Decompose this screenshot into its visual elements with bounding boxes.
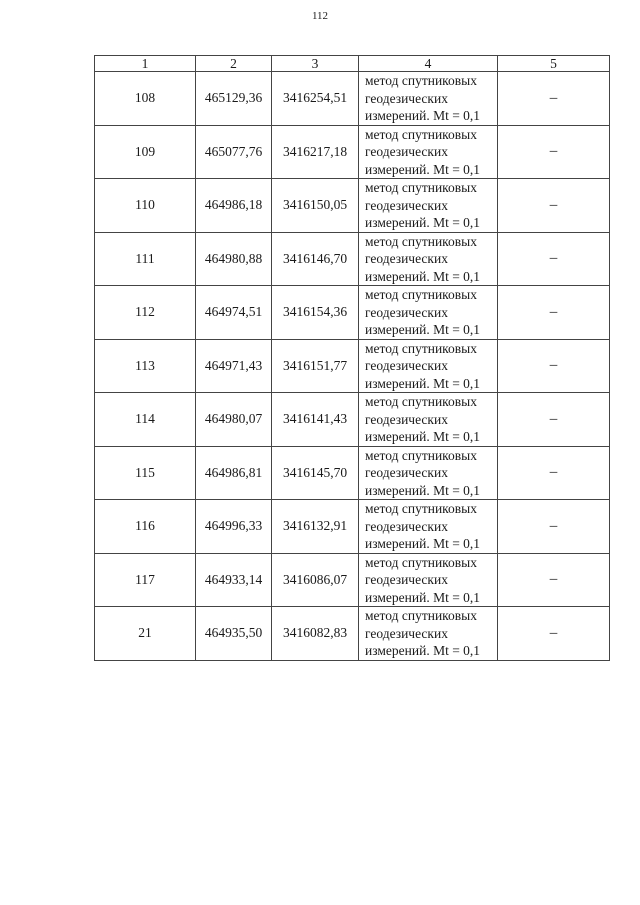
method-description: метод спутниковых геодезических измерений. Mt = 0,1 <box>359 553 498 607</box>
table-row <box>95 607 610 661</box>
header-col-5: 5 <box>498 56 610 72</box>
note-dash: – <box>498 72 610 126</box>
coord-x: 464974,51 <box>196 286 272 340</box>
coord-y: 3416141,43 <box>272 393 359 447</box>
note-dash: – <box>498 339 610 393</box>
coord-x: 464971,43 <box>196 339 272 393</box>
point-number: 114 <box>95 393 196 447</box>
header-col-2: 2 <box>196 56 272 72</box>
table-row <box>95 446 610 500</box>
table-row <box>95 286 610 340</box>
coord-x: 464933,14 <box>196 553 272 607</box>
note-dash: – <box>498 393 610 447</box>
point-number: 111 <box>95 232 196 286</box>
point-number: 21 <box>95 607 196 661</box>
coord-x: 465077,76 <box>196 125 272 179</box>
table-row <box>95 553 610 607</box>
coord-x: 464935,50 <box>196 607 272 661</box>
method-description: метод спутниковых геодезических измерений. Mt = 0,1 <box>359 393 498 447</box>
coord-x: 464980,88 <box>196 232 272 286</box>
coord-x: 464980,07 <box>196 393 272 447</box>
table-body <box>95 72 610 661</box>
coord-y: 3416146,70 <box>272 232 359 286</box>
method-description: метод спутниковых геодезических измерений. Mt = 0,1 <box>359 607 498 661</box>
table-row <box>95 393 610 447</box>
table-row <box>95 500 610 554</box>
method-description: метод спутниковых геодезических измерений. Mt = 0,1 <box>359 179 498 233</box>
point-number: 117 <box>95 553 196 607</box>
table-header <box>95 56 610 72</box>
note-dash: – <box>498 179 610 233</box>
point-number: 112 <box>95 286 196 340</box>
coord-x: 464986,18 <box>196 179 272 233</box>
note-dash: – <box>498 125 610 179</box>
note-dash: – <box>498 232 610 286</box>
note-dash: – <box>498 446 610 500</box>
coord-x: 464986,81 <box>196 446 272 500</box>
coord-y: 3416150,05 <box>272 179 359 233</box>
point-number: 108 <box>95 72 196 126</box>
coord-y: 3416145,70 <box>272 446 359 500</box>
point-number: 115 <box>95 446 196 500</box>
point-number: 109 <box>95 125 196 179</box>
point-number: 110 <box>95 179 196 233</box>
method-description: метод спутниковых геодезических измерений. Mt = 0,1 <box>359 286 498 340</box>
table-row <box>95 339 610 393</box>
note-dash: – <box>498 607 610 661</box>
header-row <box>95 56 610 72</box>
table-row <box>95 72 610 126</box>
coord-y: 3416217,18 <box>272 125 359 179</box>
header-col-3: 3 <box>272 56 359 72</box>
page-number: 112 <box>311 10 329 22</box>
method-description: метод спутниковых геодезических измерений. Mt = 0,1 <box>359 125 498 179</box>
note-dash: – <box>498 500 610 554</box>
coord-y: 3416254,51 <box>272 72 359 126</box>
coord-y: 3416082,83 <box>272 607 359 661</box>
method-description: метод спутниковых геодезических измерений. Mt = 0,1 <box>359 339 498 393</box>
method-description: метод спутниковых геодезических измерений. Mt = 0,1 <box>359 232 498 286</box>
coord-y: 3416154,36 <box>272 286 359 340</box>
coord-y: 3416151,77 <box>272 339 359 393</box>
point-number: 116 <box>95 500 196 554</box>
table-row <box>95 179 610 233</box>
method-description: метод спутниковых геодезических измерений. Mt = 0,1 <box>359 500 498 554</box>
coordinates-table <box>94 55 610 661</box>
table-row <box>95 125 610 179</box>
coord-y: 3416132,91 <box>272 500 359 554</box>
note-dash: – <box>498 286 610 340</box>
coord-y: 3416086,07 <box>272 553 359 607</box>
point-number: 113 <box>95 339 196 393</box>
method-description: метод спутниковых геодезических измерений. Mt = 0,1 <box>359 446 498 500</box>
method-description: метод спутниковых геодезических измерений. Mt = 0,1 <box>359 72 498 126</box>
table-row <box>95 232 610 286</box>
coord-x: 465129,36 <box>196 72 272 126</box>
header-col-4: 4 <box>359 56 498 72</box>
coord-x: 464996,33 <box>196 500 272 554</box>
note-dash: – <box>498 553 610 607</box>
header-col-1: 1 <box>95 56 196 72</box>
